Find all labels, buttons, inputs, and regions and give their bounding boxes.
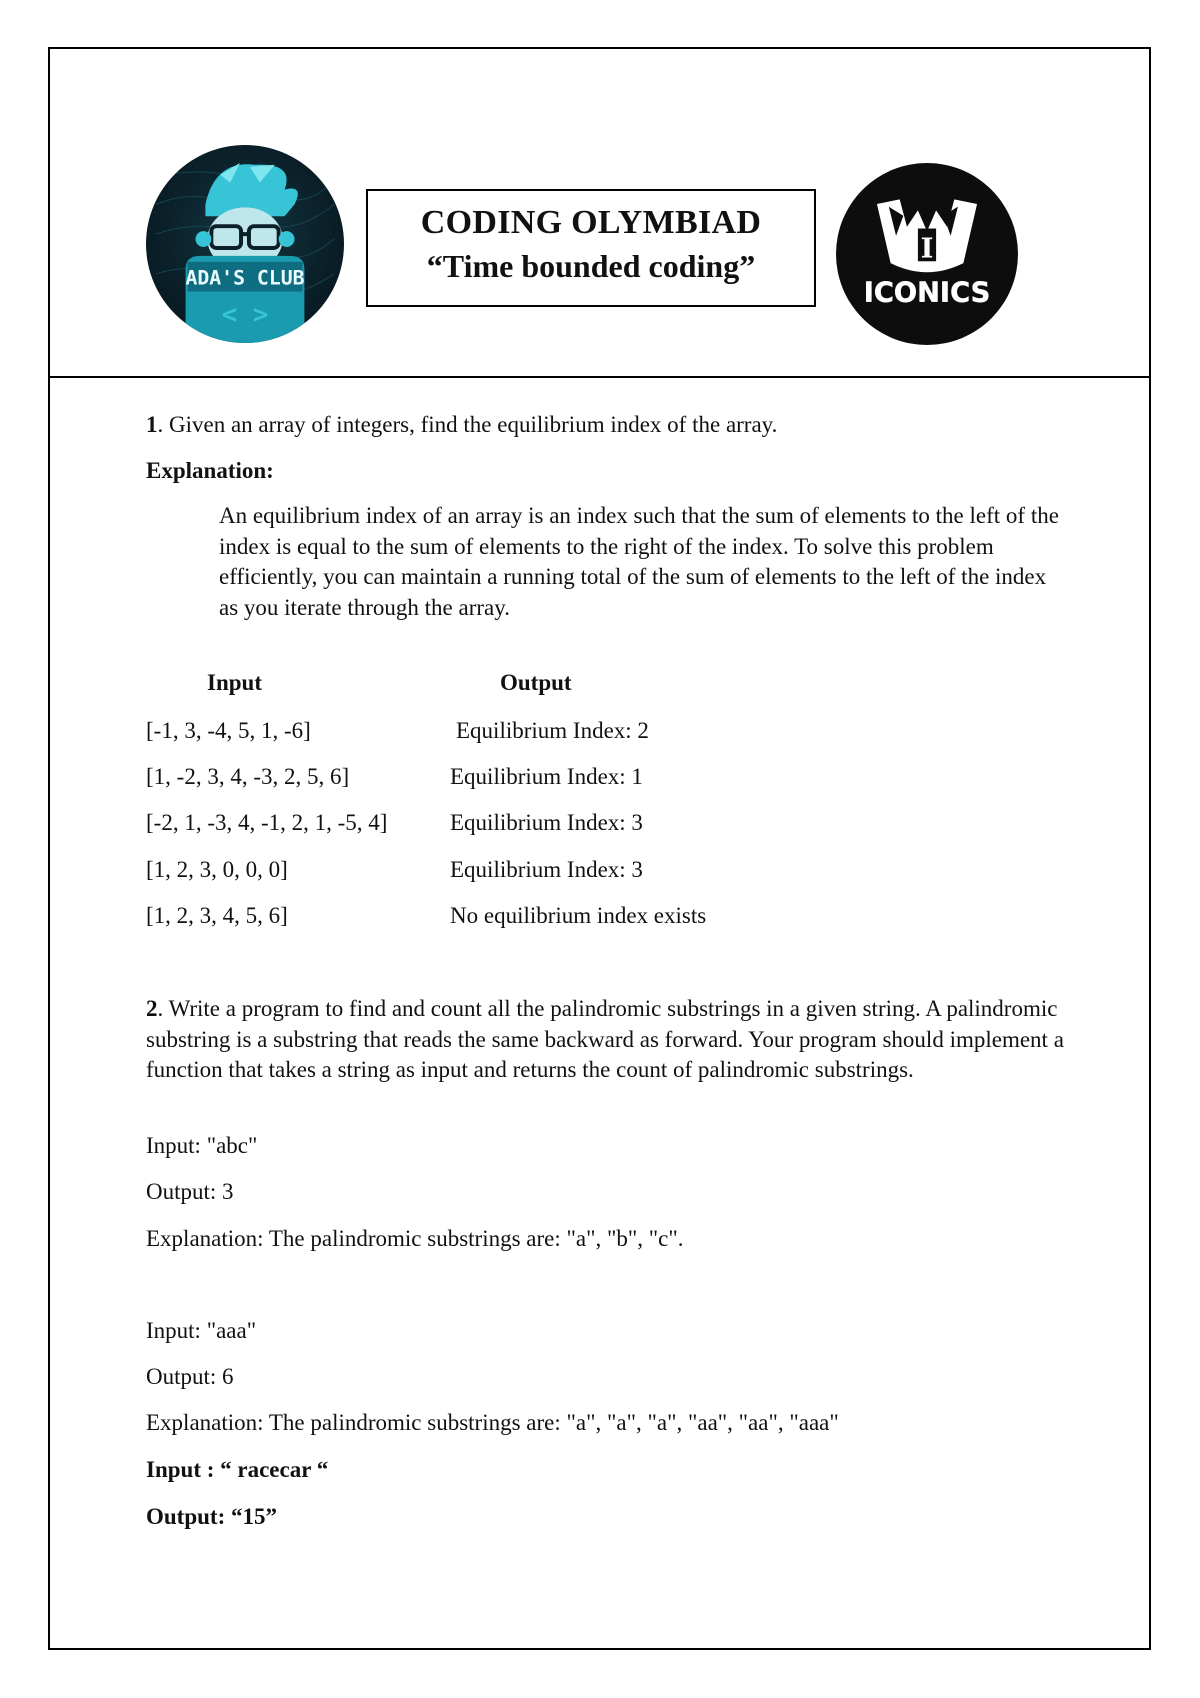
header-divider	[48, 376, 1151, 378]
svg-text:< >: < >	[221, 300, 269, 331]
example2-input: Input: "aaa"	[146, 1318, 257, 1343]
table-row-output: No equilibrium index exists	[450, 903, 707, 928]
question2-prompt-text: . Write a program to find and count all the palindromic substrings in a given string. A palindromic substring is a substring that reads the same backward as forward. Your program should implement a function that takes a string as input and returns the count of palindromic substrings.	[146, 996, 1064, 1082]
iconics-logo	[836, 163, 1018, 345]
question2-prompt	[146, 994, 1066, 1086]
example2-output: Output: 6	[146, 1364, 234, 1389]
document-title: CODING OLYMBIAD	[420, 204, 762, 241]
table-row-input: [1, 2, 3, 4, 5, 6]	[146, 903, 288, 928]
table-row-output: Equilibrium Index: 2	[456, 718, 649, 743]
question1-number: 1	[146, 412, 158, 437]
question1-explanation-text: An equilibrium index of an array is an index such that the sum of elements to the left of the index is equal to the sum of elements to the right of the index. To solve this problem efficiently, you can maintain a running total of the sum of elements to the left of the index as you iterate through the array.	[219, 503, 1059, 620]
example3-input: Input : “ racecar “	[146, 1457, 329, 1482]
example2-explanation: Explanation: The palindromic substrings are: "a", "a", "a", "aa", "aa", "aaa"	[146, 1410, 839, 1435]
table-header-input: Input	[207, 670, 262, 695]
example1-explanation: Explanation: The palindromic substrings are: "a", "b", "c".	[146, 1226, 684, 1251]
table-row-output: Equilibrium Index: 3	[450, 857, 643, 882]
question2-number: 2	[146, 996, 158, 1021]
example1-input: Input: "abc"	[146, 1133, 258, 1158]
ada-logo-text: ADA'S CLUB	[185, 266, 305, 290]
table-row-input: [1, -2, 3, 4, -3, 2, 5, 6]	[146, 764, 350, 789]
question1-prompt-text: . Given an array of integers, find the equilibrium index of the array.	[157, 412, 778, 437]
table-row-input: [-1, 3, -4, 5, 1, -6]	[146, 718, 311, 743]
example3-output: Output: “15”	[146, 1504, 277, 1529]
iconics-logo-text: ICONICS	[863, 277, 991, 309]
document-subtitle: “Time bounded coding”	[426, 248, 756, 284]
example1-output: Output: 3	[146, 1179, 234, 1204]
iconics-emblem-letter: I	[920, 232, 934, 265]
table-header-output: Output	[500, 670, 572, 695]
question1-explanation-label: Explanation:	[146, 458, 274, 483]
question1-prompt	[146, 410, 777, 440]
table-row-output: Equilibrium Index: 3	[450, 810, 643, 835]
table-row-input: [-2, 1, -3, 4, -1, 2, 1, -5, 4]	[146, 810, 388, 835]
table-row-output: Equilibrium Index: 1	[450, 764, 643, 789]
adas-club-logo	[146, 145, 344, 343]
title-box	[366, 189, 816, 307]
table-row-input: [1, 2, 3, 0, 0, 0]	[146, 857, 288, 882]
